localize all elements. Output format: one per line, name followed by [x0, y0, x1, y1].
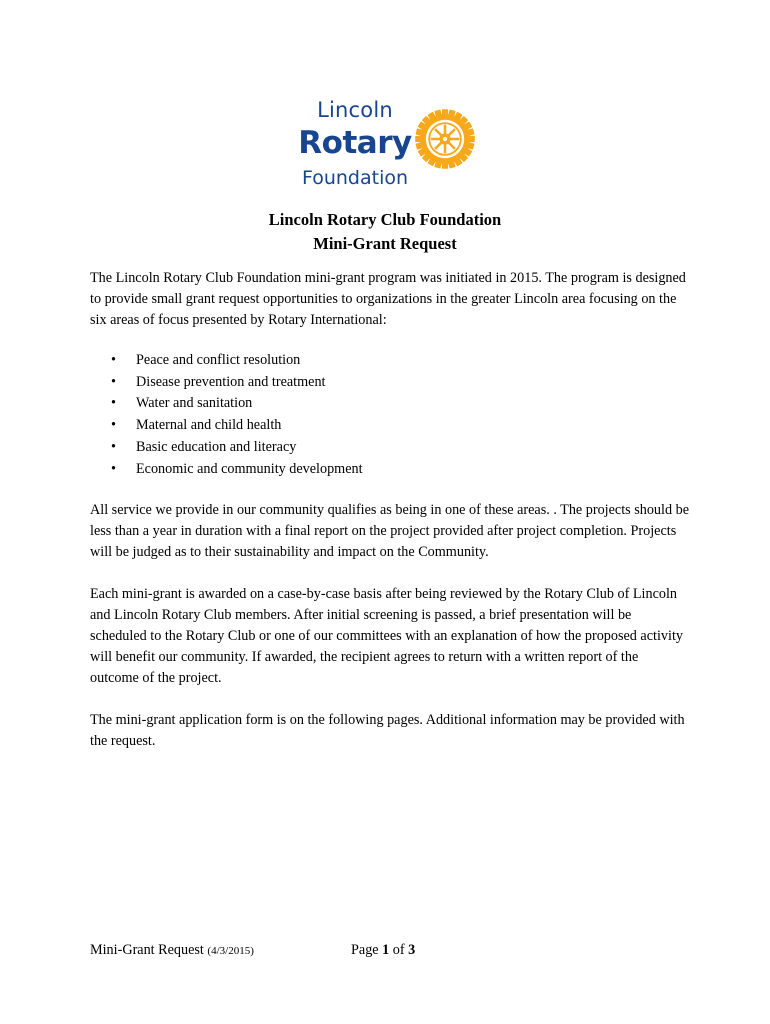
page-total: 3 — [408, 942, 416, 958]
application-note-paragraph: The mini-grant application form is on the following pages. Additional information may be provided with the request. — [90, 712, 685, 750]
bullet-icon: • — [111, 395, 116, 412]
list-item — [90, 350, 690, 372]
list-item-label: Economic and community development — [136, 460, 363, 477]
list-item — [90, 437, 690, 459]
list-item-label: Disease prevention and treatment — [136, 373, 326, 390]
title-line-2: Mini-Grant Request — [313, 234, 457, 253]
logo-text — [296, 98, 414, 190]
list-item — [90, 393, 690, 415]
of-word: of — [389, 942, 409, 958]
lincoln-rotary-foundation-logo — [296, 98, 496, 190]
page-current: 1 — [382, 942, 390, 958]
list-item — [90, 372, 690, 394]
list-item-label: Water and sanitation — [136, 395, 253, 412]
list-item — [90, 459, 690, 481]
footer-doc-name: Mini-Grant Request — [90, 942, 208, 958]
footer-document-label — [90, 942, 254, 959]
bullet-icon: • — [111, 373, 116, 390]
document-body — [90, 268, 690, 752]
document-title — [0, 208, 770, 256]
intro-paragraph: The Lincoln Rotary Club Foundation mini-grant program was initiated in 2015. The program is designed to provide small grant request opportunities to organizations in the greater Lincoln area focusing on the six areas of focus presented by Rotary International: — [90, 270, 686, 328]
list-item-label: Peace and conflict resolution — [136, 352, 301, 368]
list-item-label: Basic education and literacy — [136, 438, 297, 455]
page-word: Page — [351, 942, 383, 958]
focus-areas-list — [90, 350, 690, 480]
bullet-icon: • — [111, 438, 116, 455]
title-line-1: Lincoln Rotary Club Foundation — [268, 210, 502, 229]
footer-doc-date: (4/3/2015) — [207, 945, 254, 957]
bullet-icon: • — [111, 417, 116, 434]
award-process-paragraph: Each mini-grant is awarded on a case-by-case basis after being reviewed by the Rotary Club of Lincoln and Lincoln Rotary Club members. After initial screening is passed, a brief presentation will be scheduled to the Rotary Club or one of our committees with an explanation of how the proposed activity will benefit our community. If awarded, the recipient agrees to return with a written report of the outcome of the project. — [90, 586, 683, 687]
list-item-label: Maternal and child health — [136, 417, 282, 434]
logo-rotary-text: Rotary — [298, 125, 412, 161]
page-number — [351, 942, 415, 959]
service-paragraph: All service we provide in our community qualifies as being in one of these areas. . The projects should be less than a year in duration with a final report on the project provided after project completion. Projects will be judged as to their sustainability and impact on the Community. — [90, 502, 689, 561]
rotary-wheel-icon — [414, 108, 476, 170]
bullet-icon: • — [111, 352, 116, 368]
list-item — [90, 415, 690, 437]
logo-lincoln-text: Lincoln — [317, 98, 393, 122]
bullet-icon: • — [111, 460, 116, 477]
logo-foundation-text: Foundation — [301, 167, 409, 189]
